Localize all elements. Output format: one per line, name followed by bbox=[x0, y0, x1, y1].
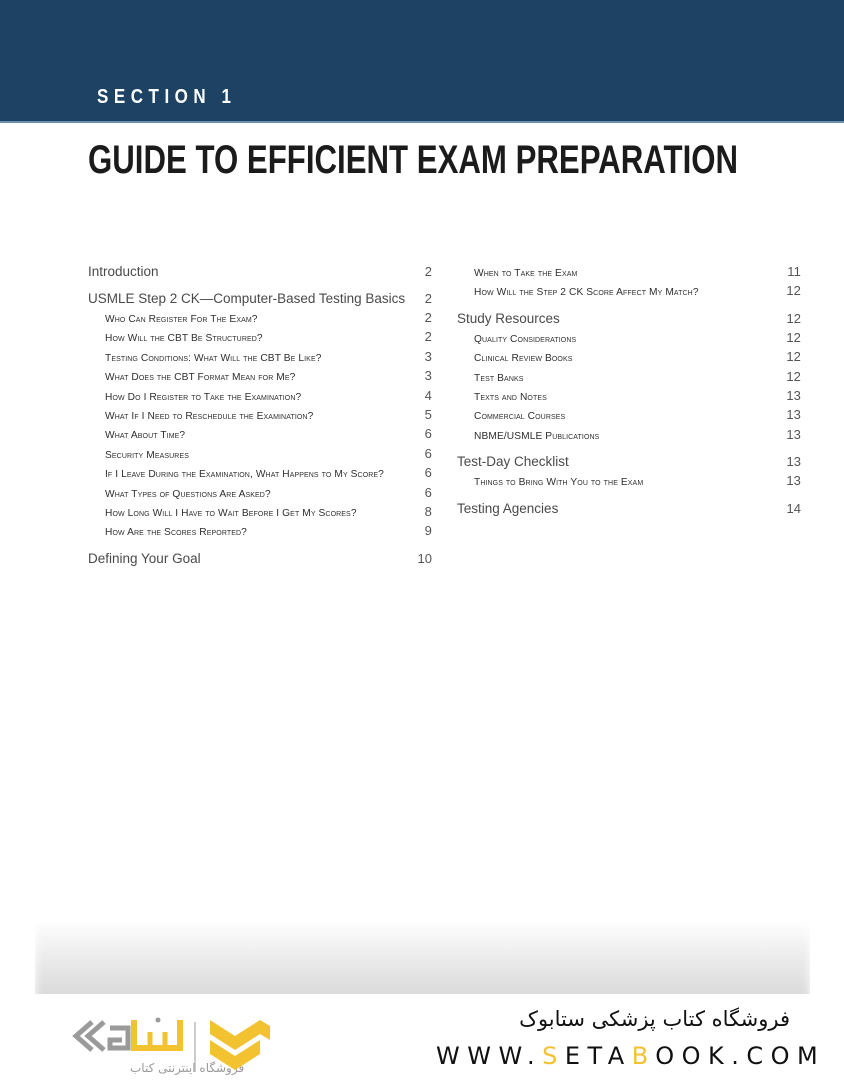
toc-subsection-entry[interactable] bbox=[88, 502, 432, 521]
toc-page-number: 13 bbox=[786, 426, 801, 442]
toc-subsection-entry[interactable] bbox=[88, 308, 432, 327]
toc-subsection-entry[interactable] bbox=[88, 327, 432, 346]
toc-page-number: 12 bbox=[786, 310, 801, 326]
toc-right-column bbox=[457, 262, 801, 518]
toc-entry-label: How Will the CBT Be Structured? bbox=[105, 333, 263, 345]
toc-subsection-entry[interactable] bbox=[457, 328, 801, 347]
toc-subsection-entry[interactable] bbox=[88, 366, 432, 385]
toc-entry-label: Things to Bring With You to the Exam bbox=[474, 477, 644, 489]
toc-page-number: 9 bbox=[424, 523, 432, 539]
toc-entry-label: When to Take the Exam bbox=[474, 268, 578, 279]
toc-page-number: 12 bbox=[786, 349, 801, 365]
toc-page-number: 6 bbox=[424, 484, 432, 500]
toc-subsection-entry[interactable] bbox=[88, 405, 432, 424]
toc-page-number: 13 bbox=[786, 407, 801, 423]
toc-subsection-entry[interactable] bbox=[457, 262, 801, 281]
toc-page-number: 4 bbox=[424, 387, 432, 403]
toc-entry-label: Texts and Notes bbox=[474, 391, 547, 403]
footer-fade-band bbox=[35, 920, 810, 994]
toc-entry-label: If I Leave During the Examination, What Happens to My Score? bbox=[105, 469, 384, 481]
toc-entry-label: NBME/USMLE Publications bbox=[474, 430, 600, 442]
toc-page-number: 3 bbox=[424, 368, 432, 384]
toc-page-number: 2 bbox=[424, 291, 432, 306]
toc-subsection-entry[interactable] bbox=[88, 521, 432, 540]
toc-page-number: 3 bbox=[424, 348, 432, 364]
toc-subsection-entry[interactable] bbox=[457, 367, 801, 386]
toc-entry-label: Clinical Review Books bbox=[474, 353, 573, 365]
toc-page-number: 2 bbox=[424, 264, 432, 279]
toc-subsection-entry[interactable] bbox=[88, 386, 432, 405]
store-url[interactable] bbox=[436, 1042, 825, 1070]
toc-section-entry[interactable] bbox=[457, 452, 801, 471]
toc-page-number: 12 bbox=[786, 368, 801, 384]
toc-entry-label: USMLE Step 2 CK—Computer-Based Testing Basics bbox=[88, 291, 406, 306]
logo-caption: فروشگاه اینترنتی کتاب bbox=[130, 1061, 245, 1075]
store-name: فروشگاه کتاب پزشکی ستابوک bbox=[519, 1007, 790, 1031]
toc-entry-label: How Do I Register to Take the Examination? bbox=[105, 391, 302, 403]
url-part: OOK.COM bbox=[655, 1042, 826, 1070]
toc-page-number: 6 bbox=[424, 465, 432, 481]
toc-entry-label: What Types of Questions Are Asked? bbox=[105, 488, 271, 500]
toc-page-number: 5 bbox=[424, 406, 432, 422]
toc-entry-label: Who Can Register For The Exam? bbox=[105, 314, 258, 325]
section-header-band bbox=[0, 0, 844, 123]
page-title: GUIDE TO EFFICIENT EXAM PREPARATION bbox=[88, 138, 739, 182]
toc-subsection-entry[interactable] bbox=[88, 424, 432, 443]
toc-subsection-entry[interactable] bbox=[88, 444, 432, 463]
toc-entry-label: Security Measures bbox=[105, 449, 189, 461]
toc-section-entry[interactable] bbox=[88, 262, 432, 281]
toc-entry-label: How Are the Scores Reported? bbox=[105, 527, 247, 539]
url-part: ETA bbox=[564, 1042, 632, 1070]
toc-entry-label: How Will the Step 2 CK Score Affect My Match? bbox=[474, 287, 699, 299]
toc-page-number: 10 bbox=[417, 550, 432, 566]
section-label: SECTION 1 bbox=[97, 86, 237, 108]
toc-page-number: 11 bbox=[787, 264, 801, 279]
setabook-logo bbox=[70, 1012, 340, 1078]
toc-page-number: 14 bbox=[786, 500, 801, 516]
toc-section-entry[interactable] bbox=[457, 499, 801, 518]
url-accent: S bbox=[542, 1042, 565, 1070]
toc-page-number: 8 bbox=[424, 503, 432, 519]
toc-entry-label: Quality Considerations bbox=[474, 333, 577, 345]
toc-subsection-entry[interactable] bbox=[457, 386, 801, 405]
toc-page-number: 6 bbox=[424, 445, 432, 461]
url-accent: B bbox=[631, 1042, 656, 1070]
toc-subsection-entry[interactable] bbox=[457, 471, 801, 490]
toc-section-entry[interactable] bbox=[88, 549, 432, 568]
toc-entry-label: Testing Agencies bbox=[457, 500, 559, 516]
toc-subsection-entry[interactable] bbox=[457, 425, 801, 444]
toc-page-number: 13 bbox=[786, 454, 801, 470]
toc-section-entry[interactable] bbox=[88, 289, 432, 308]
toc-page-number: 13 bbox=[786, 387, 801, 403]
toc-page-number: 13 bbox=[786, 473, 801, 489]
toc-subsection-entry[interactable] bbox=[457, 405, 801, 424]
toc-entry-label: What If I Need to Reschedule the Examination? bbox=[105, 410, 314, 422]
double-chevron-icon bbox=[76, 1022, 104, 1050]
toc-entry-label: Test Banks bbox=[474, 372, 524, 384]
toc-page-number: 2 bbox=[424, 329, 432, 345]
toc-entry-label: Defining Your Goal bbox=[88, 550, 201, 566]
toc-entry-label: What Does the CBT Format Mean for Me? bbox=[105, 372, 296, 384]
url-part: WWW. bbox=[436, 1042, 543, 1070]
toc-subsection-entry[interactable] bbox=[457, 281, 801, 300]
toc-page-number: 6 bbox=[424, 426, 432, 442]
toc-entry-label: Study Resources bbox=[457, 310, 560, 326]
toc-entry-label: How Long Will I Have to Wait Before I Get My Scores? bbox=[105, 507, 357, 519]
toc-page-number: 2 bbox=[424, 310, 432, 325]
toc-subsection-entry[interactable] bbox=[88, 463, 432, 482]
toc-entry-label: Test-Day Checklist bbox=[457, 454, 569, 470]
toc-subsection-entry[interactable] bbox=[88, 347, 432, 366]
toc-page-number: 12 bbox=[786, 283, 801, 299]
toc-left-column bbox=[88, 262, 432, 568]
toc-page-number: 12 bbox=[786, 329, 801, 345]
toc-subsection-entry[interactable] bbox=[88, 483, 432, 502]
toc-entry-label: Testing Conditions: What Will the CBT Be Like? bbox=[105, 352, 322, 364]
toc-section-entry[interactable] bbox=[457, 309, 801, 328]
toc-entry-label: Introduction bbox=[88, 264, 159, 279]
toc-entry-label: What About Time? bbox=[105, 430, 186, 442]
toc-entry-label: Commercial Courses bbox=[474, 411, 566, 423]
toc-subsection-entry[interactable] bbox=[457, 347, 801, 366]
